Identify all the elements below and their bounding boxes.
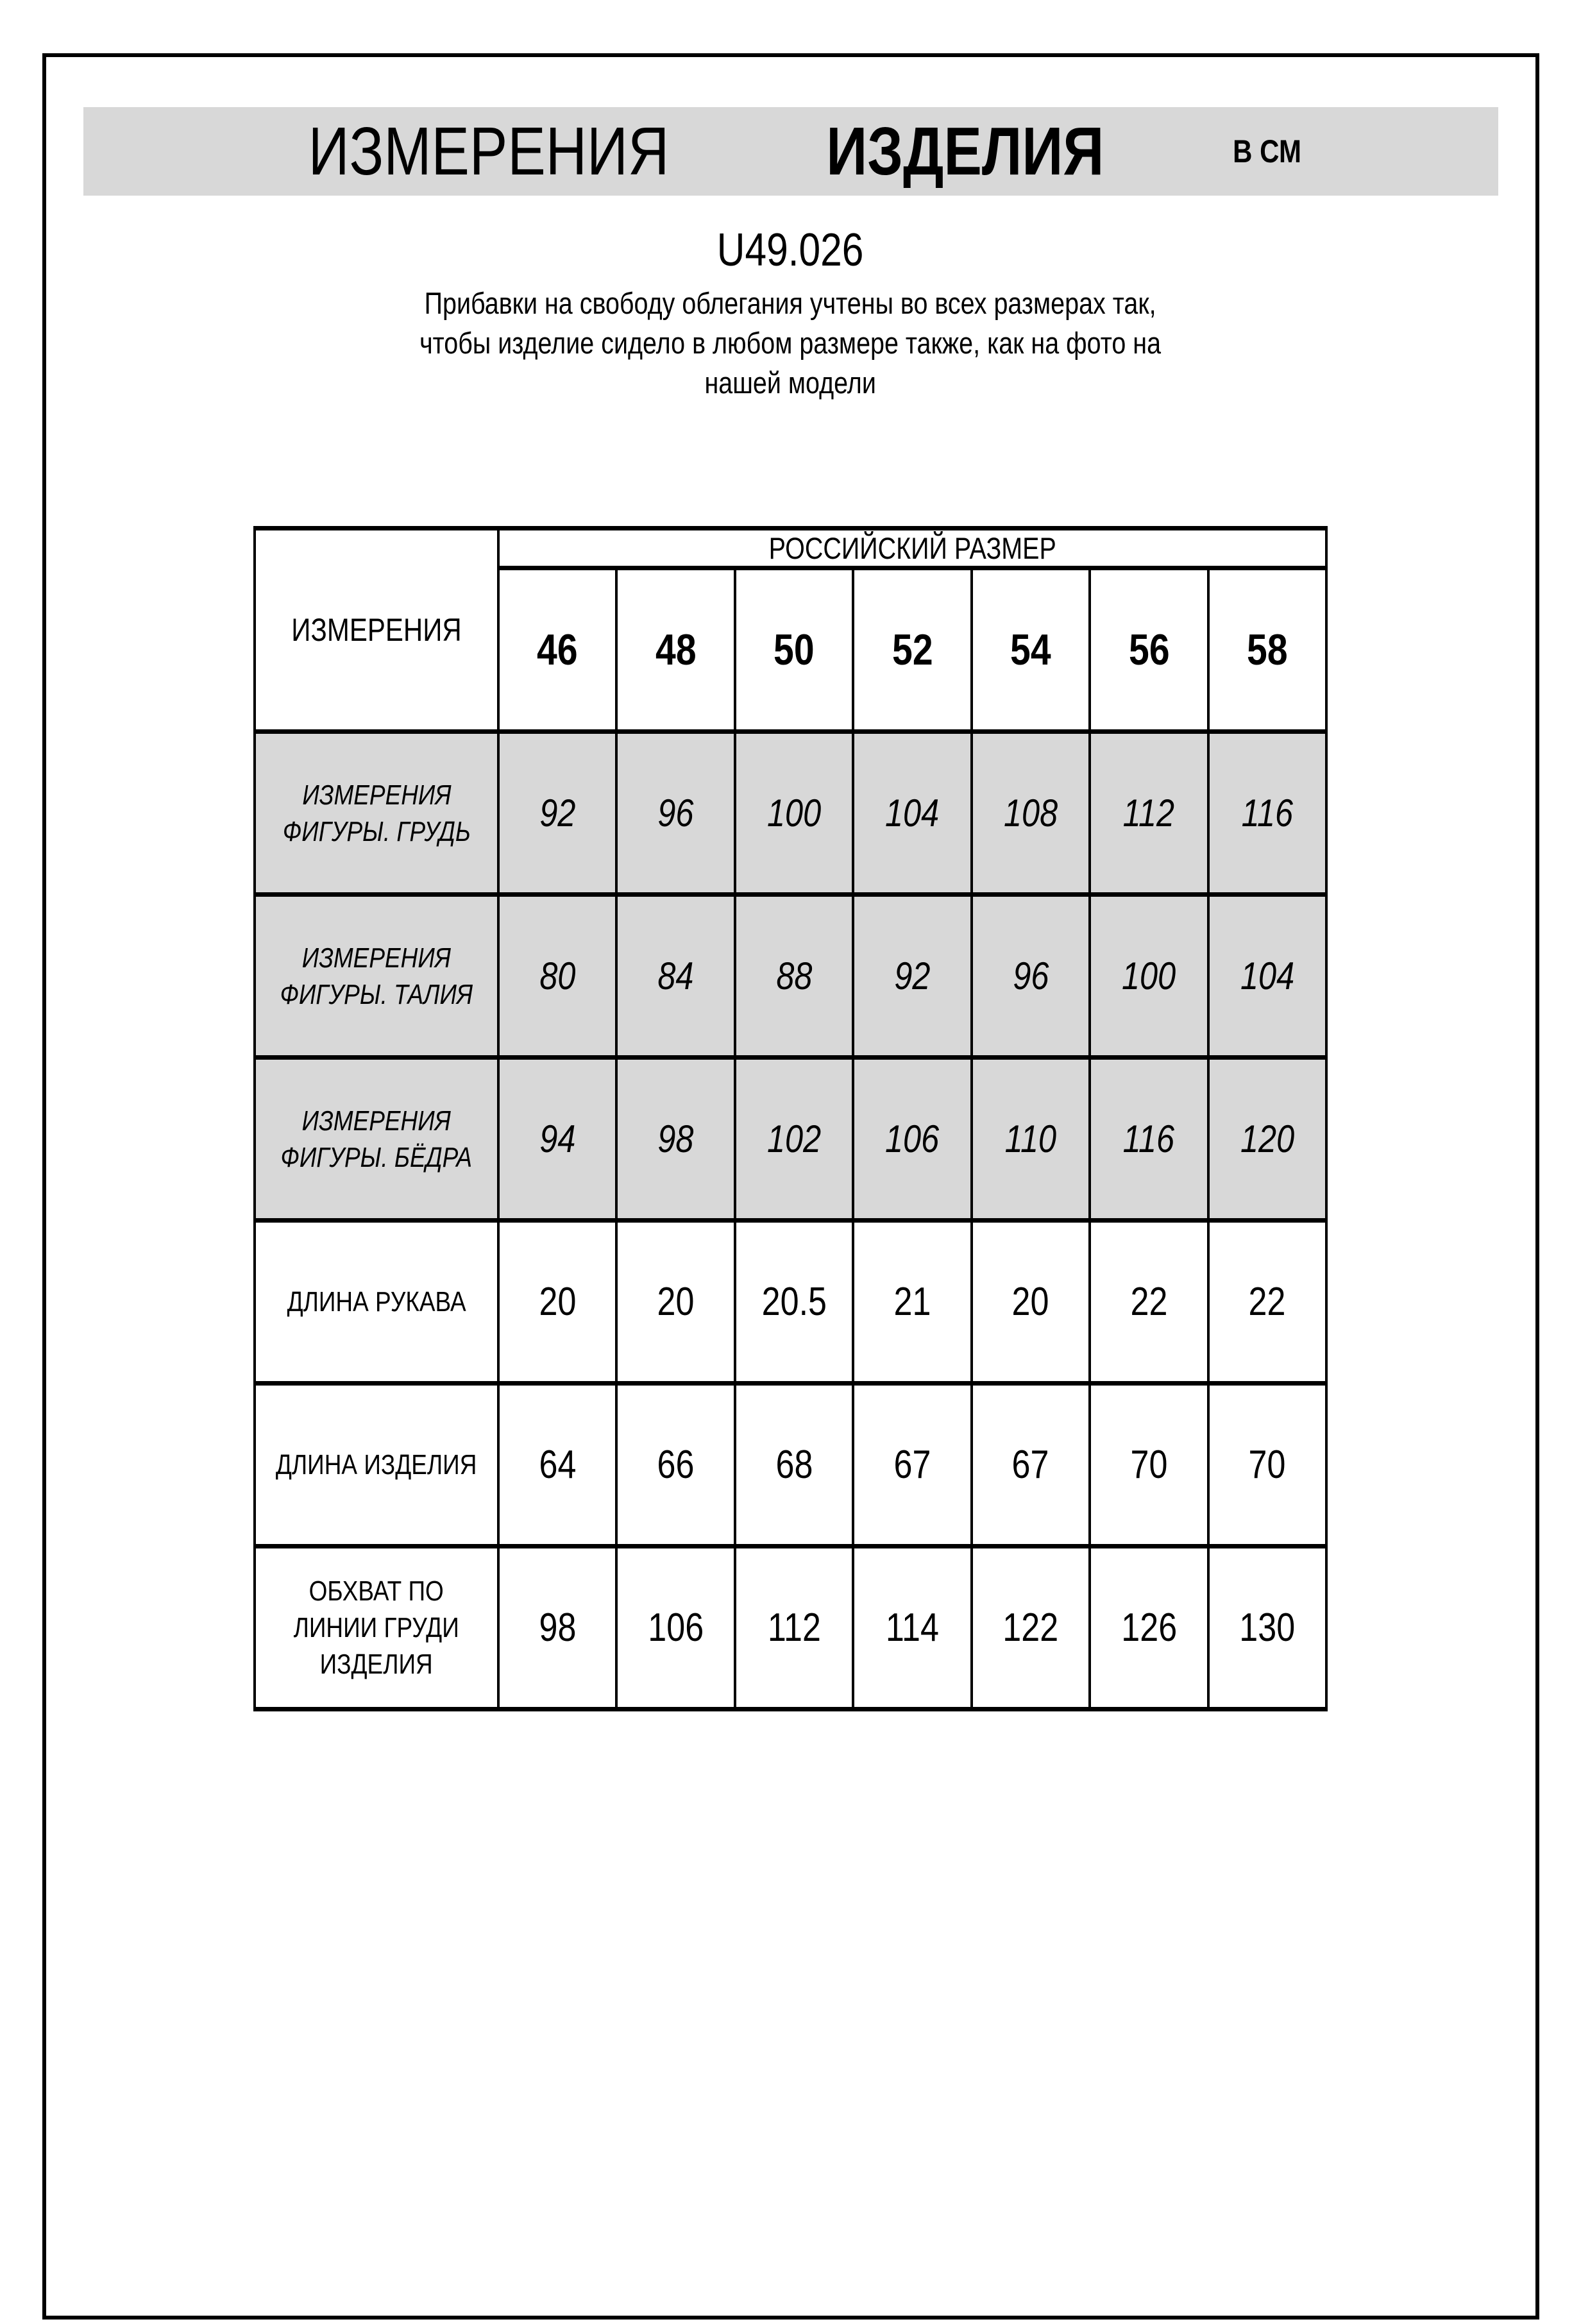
cell-value: 104 — [885, 792, 940, 835]
size-group-header-cell — [498, 529, 1326, 568]
value-cell — [972, 895, 1090, 1058]
value-cell — [853, 1058, 971, 1221]
row-label-line: ФИГУРЫ. ГРУДЬ — [282, 815, 471, 847]
value-cell — [1090, 1384, 1208, 1547]
value-cell — [498, 1384, 616, 1547]
value-cell — [1208, 1547, 1326, 1709]
row-label — [282, 777, 470, 850]
value-cell — [616, 732, 734, 895]
value-cell — [1208, 1058, 1326, 1221]
size-header-cell — [498, 568, 616, 732]
cell-value: 110 — [1004, 1117, 1057, 1160]
value-cell — [735, 1547, 853, 1709]
cell-value: 112 — [767, 1606, 821, 1650]
cell-value: 67 — [1011, 1443, 1049, 1487]
product-code-text: U49.026 — [717, 225, 864, 276]
row-label — [276, 1446, 477, 1483]
value-cell — [498, 732, 616, 895]
row-label-cell — [255, 895, 498, 1058]
cell-value: 67 — [893, 1443, 931, 1487]
value-cell — [853, 732, 971, 895]
cell-value: 112 — [1123, 792, 1175, 835]
row-label — [287, 1284, 466, 1320]
value-cell — [735, 732, 853, 895]
cell-value: 22 — [1248, 1280, 1286, 1324]
fit-note — [149, 284, 1432, 403]
product-code — [0, 226, 1581, 275]
cell-value: 126 — [1120, 1606, 1177, 1650]
table-row — [255, 529, 1326, 568]
cell-value: 116 — [1241, 792, 1293, 835]
row-label — [280, 940, 473, 1013]
cell-value: 108 — [1003, 792, 1058, 835]
cell-value: 96 — [657, 792, 694, 835]
value-cell — [1090, 1058, 1208, 1221]
table-row — [255, 1547, 1326, 1709]
value-cell — [1208, 895, 1326, 1058]
row-label-line: ИЗМЕРЕНИЯ — [301, 942, 452, 974]
value-cell — [498, 895, 616, 1058]
cell-value: 88 — [776, 954, 813, 997]
cell-value: 21 — [893, 1280, 931, 1324]
value-cell — [972, 1058, 1090, 1221]
value-cell — [616, 1221, 734, 1384]
header-title-product: ИЗДЕЛИЯ — [825, 114, 1104, 189]
cell-value: 20 — [657, 1280, 695, 1324]
row-label-line: ФИГУРЫ. ТАЛИЯ — [280, 978, 473, 1010]
value-cell — [1208, 732, 1326, 895]
row-label — [281, 1103, 473, 1176]
row-label-line: ИЗМЕРЕНИЯ — [301, 1105, 452, 1137]
value-cell — [735, 1384, 853, 1547]
value-cell — [616, 1384, 734, 1547]
value-cell — [972, 1384, 1090, 1547]
header-title-measurements: ИЗМЕРЕНИЯ — [308, 114, 670, 189]
cell-value: 22 — [1130, 1280, 1168, 1324]
row-label — [294, 1573, 459, 1683]
value-cell — [1090, 895, 1208, 1058]
value-cell — [1208, 1384, 1326, 1547]
size-header-cell — [616, 568, 734, 732]
value-cell — [498, 1547, 616, 1709]
table-row — [255, 1058, 1326, 1221]
row-label-cell — [255, 1384, 498, 1547]
size-header: 48 — [655, 625, 697, 674]
table-corner-label: ИЗМЕРЕНИЯ — [291, 612, 462, 648]
table-corner-cell — [255, 529, 498, 732]
value-cell — [735, 1221, 853, 1384]
value-cell — [735, 1058, 853, 1221]
size-header: 58 — [1246, 625, 1288, 674]
cell-value: 94 — [539, 1117, 576, 1160]
size-table — [253, 526, 1328, 1711]
size-header: 46 — [537, 625, 578, 674]
cell-value: 70 — [1248, 1443, 1286, 1487]
cell-value: 130 — [1239, 1606, 1296, 1650]
row-label-cell — [255, 1058, 498, 1221]
size-header: 52 — [892, 625, 933, 674]
value-cell — [972, 732, 1090, 895]
value-cell — [498, 1058, 616, 1221]
cell-value: 20 — [1011, 1280, 1049, 1324]
value-cell — [1090, 1221, 1208, 1384]
row-label-line: ИЗМЕРЕНИЯ — [301, 779, 452, 811]
size-header-cell — [972, 568, 1090, 732]
cell-value: 98 — [657, 1117, 694, 1160]
fit-note-line: Прибавки на свободу облегания учтены во всех размерах так, — [424, 286, 1156, 320]
cell-value: 96 — [1012, 954, 1049, 997]
table-row — [255, 732, 1326, 895]
header-unit-label: В СМ — [1233, 133, 1302, 169]
size-header: 50 — [774, 625, 815, 674]
cell-value: 122 — [1002, 1606, 1059, 1650]
value-cell — [853, 895, 971, 1058]
row-label-line: ОБХВАТ ПО — [309, 1575, 444, 1607]
size-header-cell — [735, 568, 853, 732]
cell-value: 100 — [1122, 954, 1176, 997]
value-cell — [616, 1058, 734, 1221]
cell-value: 20.5 — [761, 1280, 827, 1324]
value-cell — [972, 1221, 1090, 1384]
table-row — [255, 895, 1326, 1058]
table-row — [255, 1221, 1326, 1384]
cell-value: 106 — [648, 1606, 704, 1650]
row-label-line: ИЗДЕЛИЯ — [319, 1649, 434, 1680]
value-cell — [853, 1547, 971, 1709]
cell-value: 92 — [539, 792, 576, 835]
size-header: 56 — [1128, 625, 1170, 674]
row-label-cell — [255, 1221, 498, 1384]
size-header-cell — [853, 568, 971, 732]
cell-value: 68 — [775, 1443, 813, 1487]
size-header-cell — [1208, 568, 1326, 732]
cell-value: 116 — [1123, 1117, 1175, 1160]
cell-value: 106 — [885, 1117, 940, 1160]
cell-value: 66 — [657, 1443, 695, 1487]
cell-value: 84 — [657, 954, 694, 997]
cell-value: 92 — [894, 954, 931, 997]
cell-value: 114 — [885, 1606, 939, 1650]
row-label-line: ДЛИНА РУКАВА — [287, 1286, 466, 1318]
value-cell — [853, 1384, 971, 1547]
fit-note-line: нашей модели — [704, 366, 876, 400]
row-label-line: ЛИНИИ ГРУДИ — [293, 1612, 460, 1643]
cell-value: 102 — [767, 1117, 822, 1160]
cell-value: 98 — [539, 1606, 577, 1650]
value-cell — [616, 1547, 734, 1709]
cell-value: 20 — [539, 1280, 577, 1324]
value-cell — [735, 895, 853, 1058]
row-label-line: ФИГУРЫ. БЁДРА — [280, 1141, 473, 1173]
header-bar — [83, 107, 1498, 196]
row-label-cell — [255, 732, 498, 895]
row-label-line: ДЛИНА ИЗДЕЛИЯ — [276, 1449, 477, 1480]
row-label-cell — [255, 1547, 498, 1709]
value-cell — [1090, 1547, 1208, 1709]
value-cell — [1208, 1221, 1326, 1384]
value-cell — [972, 1547, 1090, 1709]
value-cell — [616, 895, 734, 1058]
table-row — [255, 1384, 1326, 1547]
size-header: 54 — [1010, 625, 1051, 674]
size-group-header: РОССИЙСКИЙ РАЗМЕР — [768, 531, 1056, 565]
cell-value: 104 — [1240, 954, 1294, 997]
cell-value: 70 — [1130, 1443, 1168, 1487]
cell-value: 120 — [1240, 1117, 1294, 1160]
value-cell — [498, 1221, 616, 1384]
value-cell — [853, 1221, 971, 1384]
cell-value: 64 — [539, 1443, 577, 1487]
size-header-cell — [1090, 568, 1208, 732]
cell-value: 80 — [539, 954, 576, 997]
cell-value: 100 — [767, 792, 822, 835]
fit-note-line: чтобы изделие сидело в любом размере также, как на фото на — [419, 326, 1161, 360]
value-cell — [1090, 732, 1208, 895]
